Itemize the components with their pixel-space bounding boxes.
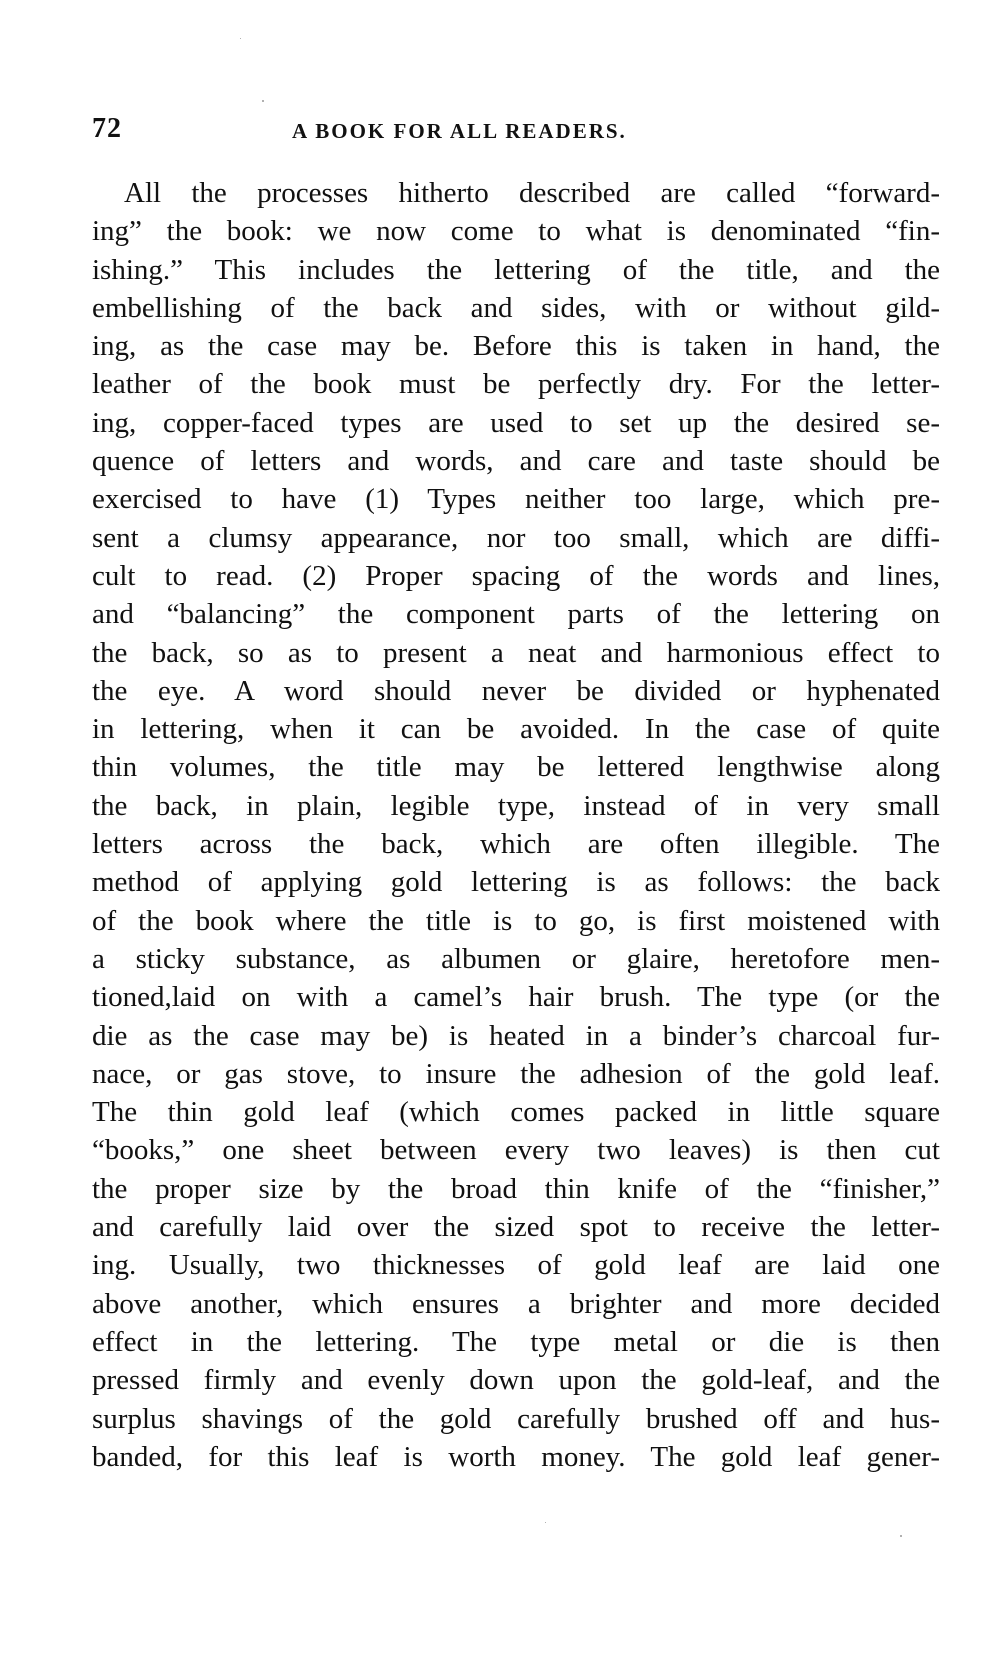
text-line: and “balancing” the component parts of the lettering on	[92, 598, 940, 631]
text-line: letters across the back, which are often illegible. The	[92, 828, 940, 861]
text-line: ishing.” This includes the lettering of the title, and the	[92, 253, 940, 286]
text-line: the back, so as to present a neat and harmonious effect to	[92, 636, 940, 669]
text-line: the eye. A word should never be divided or hyphenated	[92, 674, 940, 707]
text-line: embellishing of the back and sides, with or without gild-	[92, 291, 940, 324]
running-head: A BOOK FOR ALL READERS.	[292, 119, 627, 143]
paper-speck	[240, 38, 241, 39]
text-line: exercised to have (1) Types neither too large, which pre-	[92, 483, 940, 516]
paper-speck	[900, 1535, 902, 1537]
page-number: 72	[92, 113, 122, 144]
page-header	[92, 113, 932, 153]
text-line: of the book where the title is to go, is first moistened with	[92, 904, 940, 937]
text-line: die as the case may be) is heated in a binder’s charcoal fur-	[92, 1019, 940, 1052]
text-line: ing” the book: we now come to what is denominated “fin-	[92, 215, 940, 248]
paper-speck	[262, 100, 264, 102]
text-line: ing, copper-faced types are used to set up the desired se-	[92, 406, 940, 439]
paper-speck	[545, 1522, 546, 1523]
text-line: ing. Usually, two thicknesses of gold leaf are laid one	[92, 1249, 940, 1282]
text-line: surplus shavings of the gold carefully brushed off and hus-	[92, 1402, 940, 1435]
text-line: quence of letters and words, and care and taste should be	[92, 445, 940, 478]
text-line: a sticky substance, as albumen or glaire, heretofore men-	[92, 942, 940, 975]
text-line: tioned,laid on with a camel’s hair brush. The type (or the	[92, 981, 940, 1014]
text-line: in lettering, when it can be avoided. In the case of quite	[92, 713, 940, 746]
text-line: effect in the lettering. The type metal or die is then	[92, 1325, 940, 1358]
text-line: nace, or gas stove, to insure the adhesion of the gold leaf.	[92, 1057, 940, 1090]
text-line: All the processes hitherto described are called “forward-	[124, 177, 940, 209]
text-line: pressed firmly and evenly down upon the gold-leaf, and the	[92, 1364, 940, 1397]
body-text	[92, 174, 940, 1476]
text-line: the proper size by the broad thin knife of the “finisher,”	[92, 1172, 940, 1205]
text-line: ing, as the case may be. Before this is taken in hand, the	[92, 330, 940, 363]
text-line: banded, for this leaf is worth money. The gold leaf gener-	[92, 1440, 940, 1473]
text-line: and carefully laid over the sized spot to receive the letter-	[92, 1211, 940, 1244]
text-line: method of applying gold lettering is as follows: the back	[92, 866, 940, 899]
text-line: above another, which ensures a brighter and more decided	[92, 1287, 940, 1320]
text-line: thin volumes, the title may be lettered lengthwise along	[92, 751, 940, 784]
text-line: the back, in plain, legible type, instead of in very small	[92, 789, 940, 822]
text-line: sent a clumsy appearance, nor too small, which are diffi-	[92, 521, 940, 554]
text-line: “books,” one sheet between every two leaves) is then cut	[92, 1134, 940, 1167]
text-line: cult to read. (2) Proper spacing of the words and lines,	[92, 559, 940, 592]
text-line: leather of the book must be perfectly dry. For the letter-	[92, 368, 940, 401]
text-line: The thin gold leaf (which comes packed in little square	[92, 1096, 940, 1129]
